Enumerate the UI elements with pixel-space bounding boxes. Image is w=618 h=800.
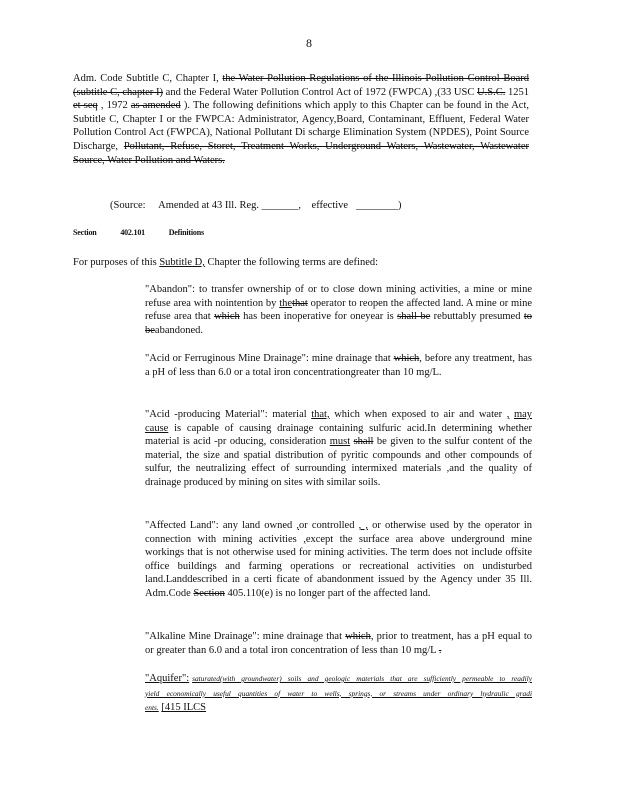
deleted-text: shall [353, 436, 374, 448]
intro-text: ). [183, 100, 191, 112]
inserted-text: [415 ILCS [161, 702, 207, 713]
definition-text: operator to reopen the affected land. A mine or mine refuse area that [145, 297, 533, 323]
inserted-text: the [279, 297, 293, 309]
definition-text: , prior to treatment, has a pH equal to or greater than 6.0 and a total iron concentration of less than 10 mg/L [145, 631, 533, 656]
definition-acid-drainage [145, 352, 532, 379]
source-blank: _______, [261, 200, 302, 211]
inserted-text: , [506, 409, 510, 420]
definition-text: or otherwise used by the operator in connection with mining activities [145, 520, 533, 545]
definition-text: "Affected Land": any land owned [145, 520, 293, 531]
definition-text: rebuttably presumed [433, 311, 521, 323]
inserted-text: "Aquifer": [145, 673, 190, 684]
inserted-text: must [329, 436, 351, 448]
definition-text: which when exposed to air and water [334, 409, 503, 420]
definition-text: abandoned. [154, 324, 204, 336]
definition-abandon [145, 283, 532, 337]
intro-text: and the Federal Water Pollution Control Act of 1972 (FWPCA) ,(33 USC [165, 86, 475, 98]
definition-text: , before any treatment, has a pH of less than 6.0 or a total iron concentrationgreater than 10 mg/L. [145, 353, 533, 378]
deleted-text: . [438, 644, 442, 656]
definition-text: is capable of causing drainage containing sulfuric acid.In determining whether material is acid -pr oducing, consideration [145, 422, 533, 448]
intro-text: , 1972 [100, 100, 128, 112]
section-heading [73, 228, 226, 237]
source-effective: effective [311, 200, 349, 211]
definition-text: be given to the sulfur content of the material, the size and spatial distribution of pyritic compounds and other compounds of sulfur, the neutralizing effect of surrounding intermixed materials ,and the quality of drainage produced by mining on sites with similar soils. [145, 436, 533, 488]
source-amended: Amended at 43 Ill. Reg. [158, 200, 260, 211]
source-note [110, 199, 530, 213]
deleted-text: as amended [130, 100, 181, 112]
inserted-text: may cause [145, 409, 533, 434]
intro-text: 1251 [508, 86, 530, 98]
purpose-text: For purposes of this [73, 257, 157, 268]
definition-text: "Abandon": to transfer ownership of or to close down mining activities, a mine or mine refuse area with nointention by [145, 284, 532, 309]
section-label: Section [73, 228, 97, 237]
section-title: Definitions [168, 228, 204, 237]
inserted-text: saturated(with groundwater) soils and geologic materials that are sufficiently permeable to readily yield economically useful quantities of water to wells, springs, or streams under ordinary hydraulic gradi ents. [145, 674, 532, 712]
deleted-text: shall be [397, 311, 431, 323]
source-blank: ________) [355, 200, 402, 211]
definition-aquifer [145, 672, 532, 716]
deleted-text: U.S.C. [477, 86, 506, 98]
deleted-text: which [345, 631, 371, 642]
inserted-text: Subtitle D, [159, 257, 205, 268]
definition-text: has been inoperative for oneyear is [243, 311, 394, 323]
definition-text: 405.110(e) is no longer part of the affected land. [227, 587, 431, 599]
definition-acid-material [145, 408, 532, 490]
intro-text: Adm. Code Subtitle C, Chapter I, [73, 73, 219, 84]
source-label: (Source: [110, 200, 146, 211]
deleted-text: et seq [73, 100, 98, 112]
definition-affected-land [145, 519, 532, 601]
definition-text: or controlled [299, 520, 355, 531]
inserted-text: that, [311, 409, 330, 420]
deleted-text: which [214, 311, 240, 323]
deleted-text: the Water Pollution Regulations of the Illinois Pollution Control Board (subtitle C, chapter I) [73, 73, 529, 98]
section-number: 402.101 [120, 228, 145, 237]
definition-alkaline-drainage [145, 630, 532, 657]
deleted-text: Pollutant, Refuse, Storet, Treatment Works, Underground Waters, Wastewater, Wastewater Source, Water Pollution and Waters. [73, 140, 529, 166]
deleted-text: Section [193, 587, 225, 599]
purpose-paragraph [73, 256, 529, 270]
inserted-text: , [303, 533, 306, 545]
definition-text: except the surface area above underground mine workings that is not otherwise used for mining activities. The term does not include offsite office buildings and farming operations or recreational activities on undisturbed land.Landdescribed in a certi ficate of abandonment issued by the Agency under 35 Ill. Adm.Code [145, 533, 533, 599]
definition-text: "Acid -producing Material": material [145, 409, 307, 420]
inserted-text: , [296, 520, 300, 531]
deleted-text: that [292, 297, 308, 309]
deleted-text: which [393, 353, 420, 364]
intro-text: The following definitions which apply to this Chapter can be found in the Act, Subtitle C, Chapter I or the FWPCA: Administrator, Agency,Board, Contaminant, Effluent, Federal Water Pollution Control Act (FWPCA), National Pollutant Di scharge Elimination System (NPDES), Point Source Discharge, [73, 100, 530, 152]
intro-paragraph [73, 72, 529, 167]
purpose-text: Chapter the following terms are defined: [207, 257, 379, 268]
deleted-text: to be [145, 311, 533, 336]
definition-text: "Acid or Ferruginous Mine Drainage": mine drainage that [145, 353, 391, 364]
page-number: 8 [306, 36, 312, 50]
definition-text: "Alkaline Mine Drainage": mine drainage that [145, 631, 342, 642]
inserted-text: , , [358, 520, 368, 531]
